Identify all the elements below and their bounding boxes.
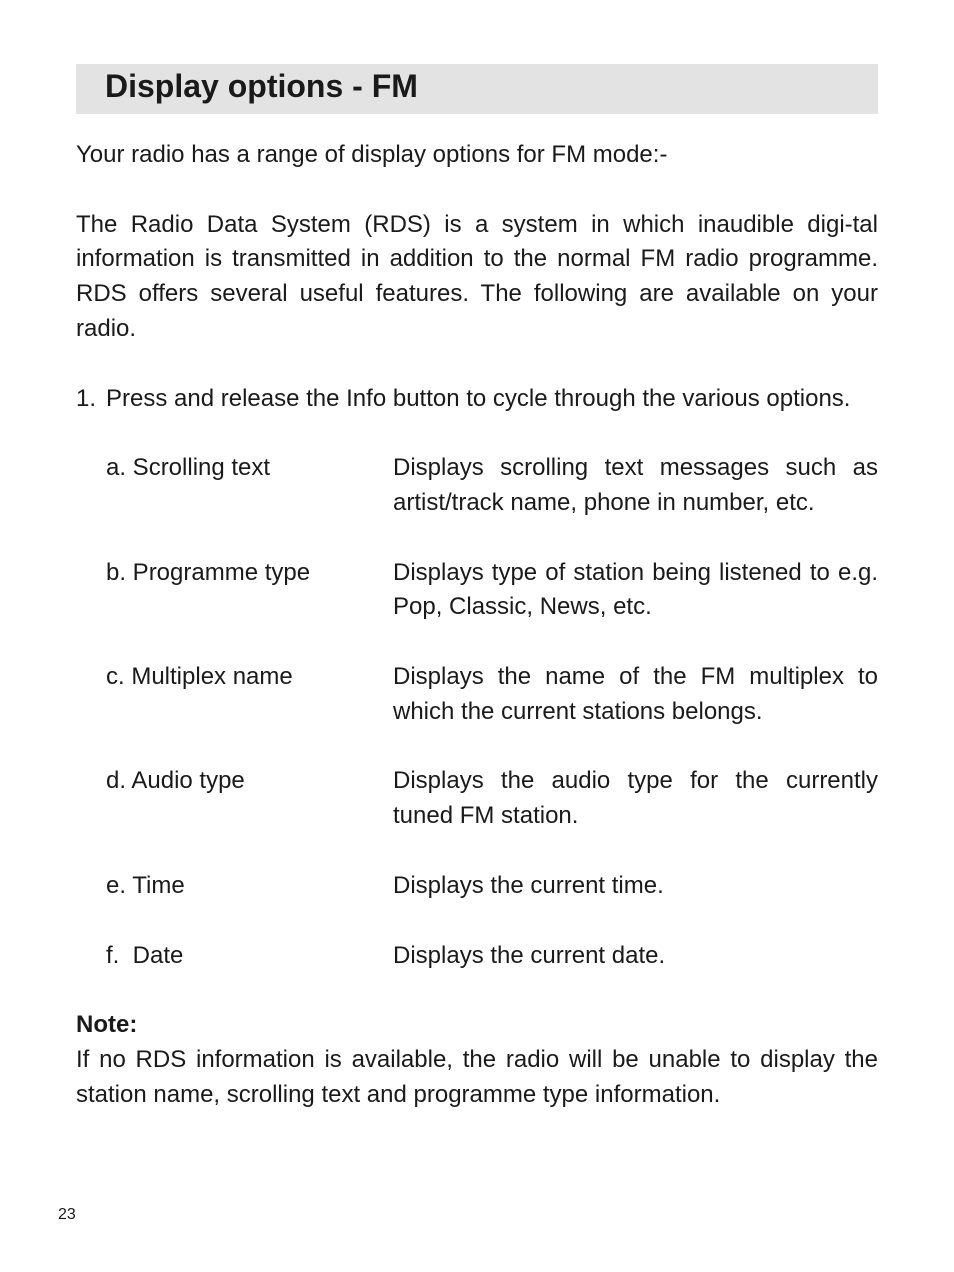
option-description: Displays the audio type for the currently tuned FM station. bbox=[393, 767, 878, 830]
rds-paragraph: The Radio Data System (RDS) is a system in which inaudible digi-tal information is transmitted in addition to the normal FM radio programme. RDS offers several useful features. The following are available on your radio. bbox=[76, 210, 878, 342]
intro-paragraph: Your radio has a range of display options for FM mode:- bbox=[76, 141, 668, 168]
option-label: d. Audio type bbox=[106, 767, 245, 795]
option-scrolling-text bbox=[106, 451, 878, 520]
step-number: 1. bbox=[76, 384, 97, 412]
page-number: 23 bbox=[58, 1206, 76, 1223]
option-description: Displays the current date. bbox=[393, 941, 666, 969]
option-date bbox=[106, 939, 878, 974]
option-label: f. Date bbox=[106, 941, 184, 969]
option-programme-type bbox=[106, 556, 878, 625]
note-text: If no RDS information is available, the radio will be unable to display the station name, scrolling text and programme type information. bbox=[76, 1045, 878, 1108]
step-text: Press and release the Info button to cycle through the various options. bbox=[106, 384, 851, 412]
option-description: Displays type of station being listened to e.g. Pop, Classic, News, etc. bbox=[393, 558, 878, 621]
option-label: e. Time bbox=[106, 871, 185, 899]
option-description: Displays the name of the FM multiplex to which the current stations belongs. bbox=[393, 663, 878, 725]
note-heading: Note: bbox=[76, 1011, 138, 1039]
display-options-list bbox=[76, 451, 878, 973]
option-audio-type bbox=[106, 764, 878, 833]
option-label: a. Scrolling text bbox=[106, 454, 271, 482]
option-label: b. Programme type bbox=[106, 558, 311, 586]
page-body bbox=[76, 138, 878, 1112]
page-title: Display options - FM bbox=[105, 68, 418, 104]
option-time bbox=[106, 869, 878, 904]
section-title-bar bbox=[76, 64, 878, 114]
option-multiplex-name bbox=[106, 660, 878, 729]
manual-page bbox=[76, 64, 878, 1112]
step-1 bbox=[76, 382, 878, 417]
option-description: Displays scrolling text messages such as artist/track name, phone in number, etc. bbox=[393, 454, 878, 516]
option-label: c. Multiplex name bbox=[106, 663, 293, 691]
option-description: Displays the current time. bbox=[393, 871, 664, 899]
